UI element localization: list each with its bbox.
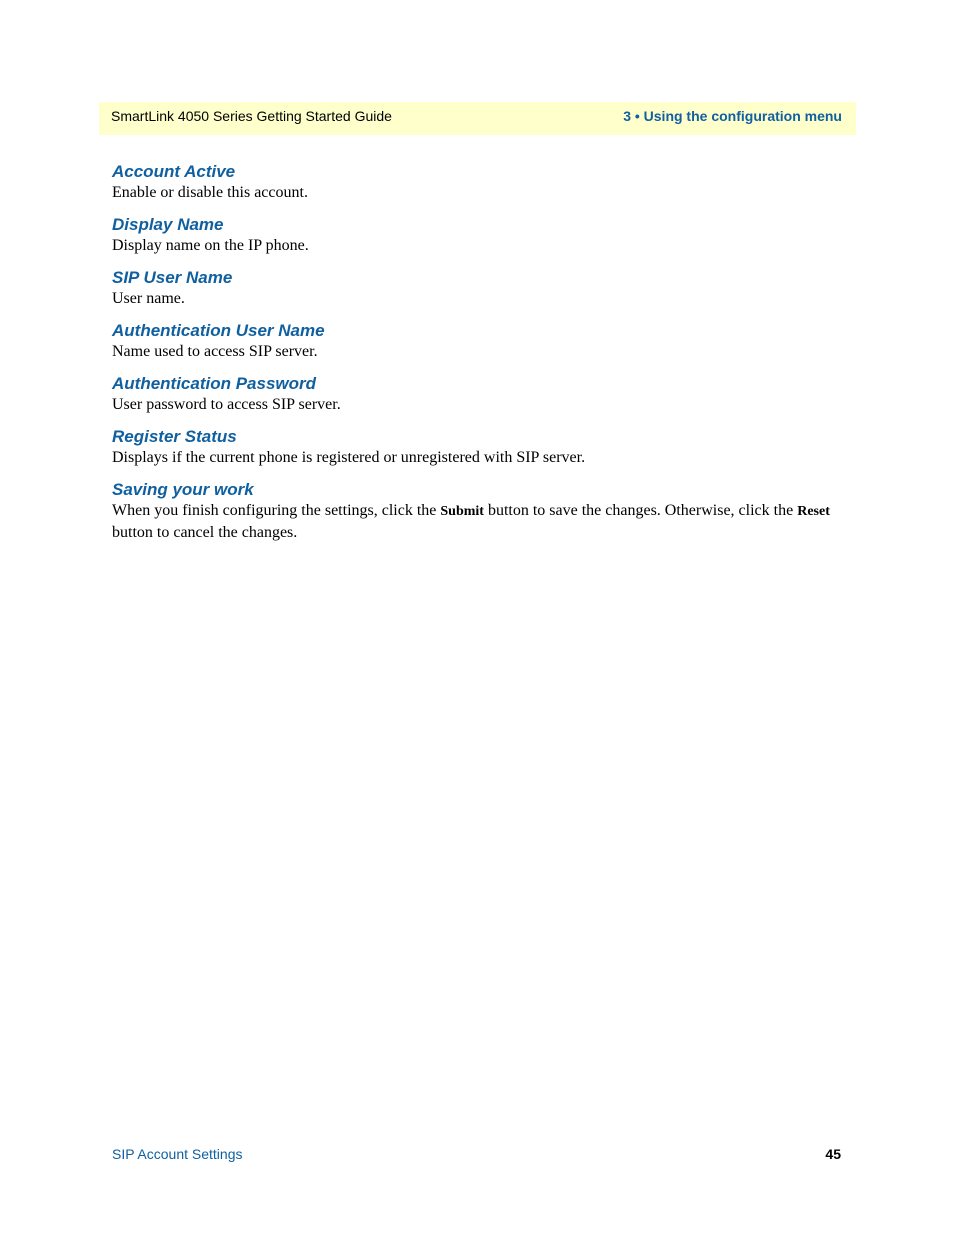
chapter-title: 3 • Using the configuration menu [623, 108, 842, 124]
running-header [99, 102, 856, 135]
page-number: 45 [825, 1146, 841, 1162]
reset-term: Reset [797, 504, 830, 519]
section-heading: Authentication Password [112, 374, 317, 393]
section-text: Name used to access SIP server. [112, 343, 318, 360]
section-text: Display name on the IP phone. [112, 237, 309, 254]
guide-title: SmartLink 4050 Series Getting Started Guide [111, 108, 392, 124]
section-heading: Saving your work [112, 480, 254, 499]
section-sip-user-name [112, 268, 832, 309]
page-content [112, 162, 832, 543]
saving-text-after: button to cancel the changes. [112, 524, 298, 541]
section-heading: Display Name [112, 215, 224, 234]
section-heading: Authentication User Name [112, 321, 325, 340]
section-authentication-user-name [112, 321, 832, 362]
section-saving-your-work [112, 480, 832, 543]
section-heading: Account Active [112, 162, 236, 181]
submit-term: Submit [440, 504, 484, 519]
footer-section-title: SIP Account Settings [112, 1146, 243, 1162]
section-heading: SIP User Name [112, 268, 233, 287]
section-heading: Register Status [112, 427, 237, 446]
section-account-active [112, 162, 832, 203]
section-text: User password to access SIP server. [112, 396, 341, 413]
section-authentication-password [112, 374, 832, 415]
saving-text-middle: button to save the changes. Otherwise, click the [483, 502, 798, 519]
section-text: Displays if the current phone is registered or unregistered with SIP server. [112, 449, 586, 466]
saving-text-before: When you finish configuring the settings, click the [112, 502, 441, 519]
section-text: Enable or disable this account. [112, 184, 308, 201]
section-register-status [112, 427, 832, 468]
saving-instructions [112, 500, 832, 543]
section-text: User name. [112, 290, 185, 307]
section-display-name [112, 215, 832, 256]
